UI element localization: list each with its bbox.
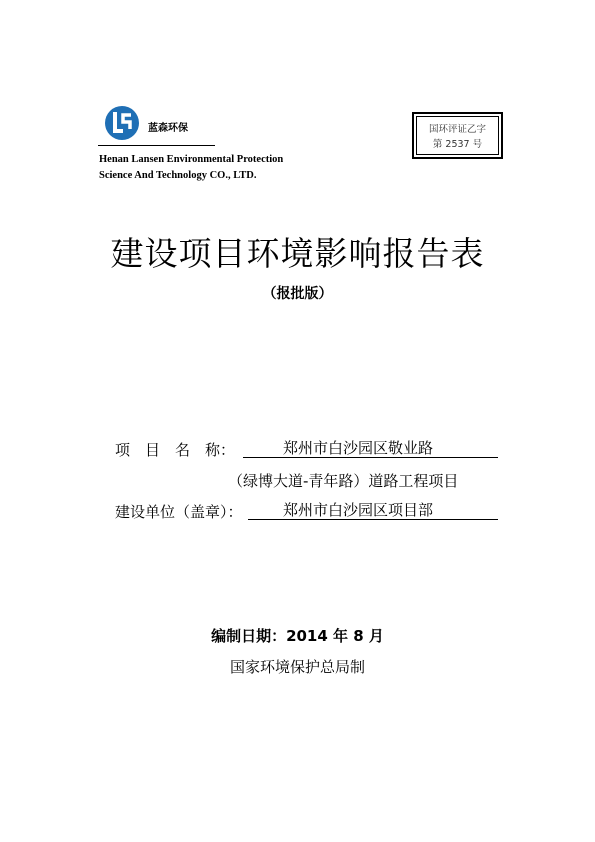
project-name-value-continued: （绿博大道-青年路）道路工程项目 [228, 472, 459, 490]
company-name-line-2: Science And Technology CO., LTD. [99, 170, 257, 181]
construction-unit-label: 建设单位（盖章）： [115, 503, 243, 521]
project-name-label: 项 目 名 称： [115, 441, 236, 459]
issuing-organization: 国家环境保护总局制 [229, 658, 365, 676]
lansen-logo-icon [104, 105, 140, 141]
header-divider [98, 145, 215, 146]
document-subtitle: （报批版） [262, 286, 333, 302]
company-name-english [99, 152, 283, 184]
certificate-line-2: 第 2537 号 [432, 139, 483, 150]
construction-unit-value: 郑州市白沙园区项目部 [248, 501, 498, 520]
project-name-value: 郑州市白沙园区敬业路 [243, 439, 498, 458]
document-title: 建设项目环境影响报告表 [110, 234, 485, 273]
compile-date: 编制日期：2014 年 8 月 [211, 627, 384, 645]
logo-text: 蓝森环保 [148, 123, 188, 134]
company-name-line-1: Henan Lansen Environmental Protection [99, 154, 284, 165]
certificate-stamp-box [412, 112, 503, 159]
certificate-line-1: 国环评证乙字 [428, 124, 486, 135]
